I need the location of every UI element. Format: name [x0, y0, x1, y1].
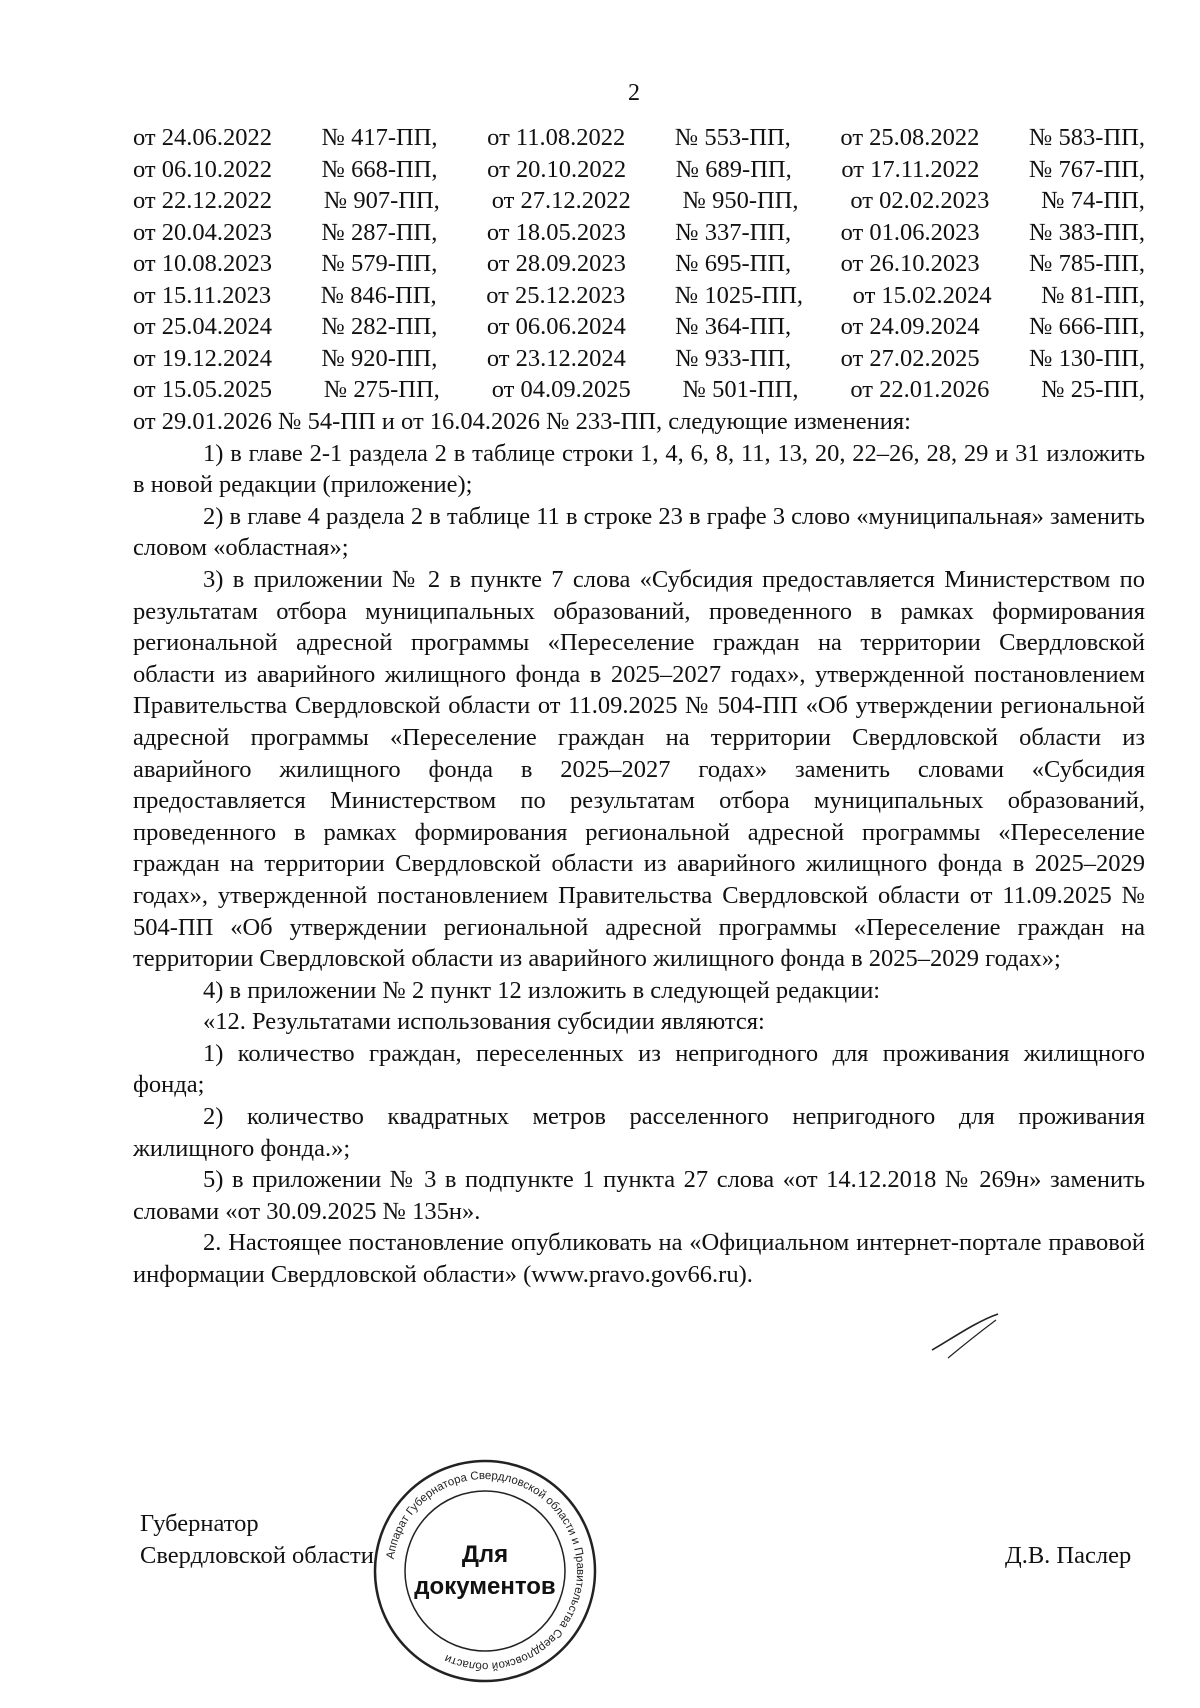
reference-date: от 04.09.2025: [491, 376, 631, 403]
reference-number: № 275-ПП,: [323, 376, 440, 403]
reference-number: № 695-ПП,: [675, 250, 792, 277]
reference-date: от 06.06.2024: [486, 313, 626, 340]
reference-number: № 287-ПП,: [321, 218, 438, 246]
reference-date: от 19.12.2024: [133, 344, 273, 372]
reference-row: [133, 217, 1145, 249]
reference-date: от 25.08.2022: [840, 124, 980, 151]
reference-date: от 02.02.2023: [850, 187, 990, 214]
paragraph-result-2: 2) количество квадратных метров расселенного непригодного для проживания жилищного фонда.»;: [133, 1103, 1145, 1162]
reference-row: [133, 280, 1145, 312]
reference-number: № 583-ПП,: [1029, 124, 1145, 151]
reference-number: № 417-ПП,: [321, 124, 438, 151]
reference-list: [133, 122, 1145, 406]
reference-number: № 553-ПП,: [674, 124, 791, 151]
reference-number: № 933-ПП,: [675, 344, 792, 372]
paragraph-item-3: 3) в приложении № 2 в пункте 7 слова «Субсидия предоставляется Министерством по результатам отбора муниципальных образований, проведенного в рамках формирования региональной адресной программы «Переселение граждан на территории Свердловской области из аварийного жилищного фонда в 2025–2027 годах», утвержденной постановлением Правительства Свердловской области от 11.09.2025 № 504-ПП «Об утверждении региональной адресной программы «Переселение граждан на территории Свердловской области из аварийного жилищного фонда в 2025–2027 годах» заменить словами «Субсидия предоставляется Министерством по результатам отбора муниципальных образований, проведенного в рамках формирования региональной адресной программы «Переселение граждан на территории Свердловской области из аварийного жилищного фонда в 2025–2029 годах», утвержденной постановлением Правительства Свердловской области от 11.09.2025 № 504-ПП «Об утверждении региональной адресной программы «Переселение граждан на территории Свердловской области из аварийного жилищного фонда в 2025–2029 годах»;: [133, 565, 1145, 973]
reference-number: № 364-ПП,: [675, 313, 792, 340]
reference-date: от 27.12.2022: [491, 187, 631, 214]
stamp-center-line-1: Для: [461, 1541, 509, 1568]
reference-row: [133, 311, 1145, 343]
stamp-center-line-2: документов: [414, 1573, 556, 1600]
reference-date: от 15.02.2024: [852, 281, 992, 309]
reference-number: № 767-ПП,: [1029, 155, 1145, 183]
signature-name: Д.В. Паслер: [1005, 1542, 1132, 1569]
reference-number: № 383-ПП,: [1029, 218, 1145, 246]
page-number: 2: [628, 80, 640, 106]
reference-date: от 28.09.2023: [486, 250, 626, 277]
pen-stroke: [930, 1310, 1000, 1360]
reference-date: от 17.11.2022: [841, 155, 980, 183]
paragraph-item-1: 1) в главе 2-1 раздела 2 в таблице строки 1, 4, 6, 8, 11, 13, 20, 22–26, 28, 29 и 31 изложить в новой редакции (приложение);: [133, 439, 1145, 499]
reference-number: № 25-ПП,: [1041, 376, 1145, 403]
reference-number: № 1025-ПП,: [674, 281, 804, 309]
official-stamp: [370, 1456, 600, 1686]
reference-date: от 27.02.2025: [840, 344, 980, 372]
reference-date: от 22.12.2022: [133, 187, 273, 214]
paragraph-publication: 2. Настоящее постановление опубликовать на «Официальном интернет-портале правовой информации Свердловской области» (www.pravo.gov66.ru).: [133, 1229, 1145, 1289]
reference-number: № 501-ПП,: [682, 376, 799, 403]
reference-number: № 282-ПП,: [321, 313, 438, 340]
reference-date: от 10.08.2023: [133, 250, 273, 277]
reference-number: № 81-ПП,: [1041, 281, 1145, 309]
reference-row: [133, 154, 1145, 186]
reference-number: № 668-ПП,: [321, 155, 438, 183]
reference-number: № 920-ПП,: [321, 344, 438, 372]
reference-date: от 06.10.2022: [133, 155, 273, 183]
paragraph-item-4: 4) в приложении № 2 пункт 12 изложить в следующей редакции:: [203, 976, 881, 1004]
reference-date: от 18.05.2023: [486, 218, 626, 246]
reference-row: [133, 122, 1145, 154]
reference-row: [133, 374, 1145, 406]
paragraph-item-5: 5) в приложении № 3 в подпункте 1 пункта 27 слова «от 14.12.2018 № 269н» заменить словами «от 30.09.2025 № 135н».: [133, 1166, 1145, 1225]
reference-date: от 24.09.2024: [840, 313, 980, 340]
paragraph-item-2: 2) в главе 4 раздела 2 в таблице 11 в строке 23 в графе 3 слово «муниципальная» заменить словом «областная»;: [133, 502, 1145, 562]
reference-date: от 24.06.2022: [133, 124, 273, 151]
reference-number: № 907-ПП,: [323, 187, 440, 214]
reference-date: от 25.12.2023: [486, 281, 626, 309]
reference-row: [133, 343, 1145, 375]
reference-date: от 26.10.2023: [840, 250, 980, 277]
signature-title-line-2: Свердловской области: [140, 1542, 374, 1569]
reference-number: № 579-ПП,: [321, 250, 438, 277]
reference-date: от 15.05.2025: [133, 376, 273, 403]
reference-row: [133, 185, 1145, 217]
signature-title: [140, 1508, 374, 1572]
document-body: [133, 406, 1145, 1291]
reference-date: от 20.04.2023: [133, 218, 273, 246]
reference-number: № 785-ПП,: [1029, 250, 1145, 277]
reference-number: № 950-ПП,: [682, 187, 799, 214]
reference-number: № 130-ПП,: [1029, 344, 1145, 372]
stamp-ring-text: [385, 1470, 586, 1672]
reference-number: № 846-ПП,: [320, 281, 437, 309]
paragraph-intro: от 29.01.2026 № 54-ПП и от 16.04.2026 № 233-ПП, следующие изменения:: [133, 408, 911, 435]
paragraph-result-1: 1) количество граждан, переселенных из непригодного для проживания жилищного фонда;: [133, 1039, 1145, 1099]
reference-row: [133, 248, 1145, 280]
reference-date: от 25.04.2024: [133, 313, 273, 340]
reference-number: № 666-ПП,: [1029, 313, 1145, 340]
reference-date: от 20.10.2022: [487, 155, 627, 183]
reference-date: от 01.06.2023: [840, 218, 980, 246]
reference-date: от 15.11.2023: [133, 281, 272, 309]
reference-date: от 23.12.2024: [486, 344, 626, 372]
reference-number: № 74-ПП,: [1041, 187, 1145, 214]
signature-title-line-1: Губернатор: [140, 1510, 259, 1537]
reference-date: от 11.08.2022: [487, 124, 626, 151]
stamp-ring-path: Аппарат Губернатора Свердловской области и Правительства Свердловской области: [384, 1469, 587, 1673]
paragraph-clause-12: «12. Результатами использования субсидии являются:: [203, 1008, 765, 1036]
reference-date: от 22.01.2026: [850, 376, 990, 403]
reference-number: № 337-ПП,: [675, 218, 792, 246]
reference-number: № 689-ПП,: [675, 155, 792, 183]
